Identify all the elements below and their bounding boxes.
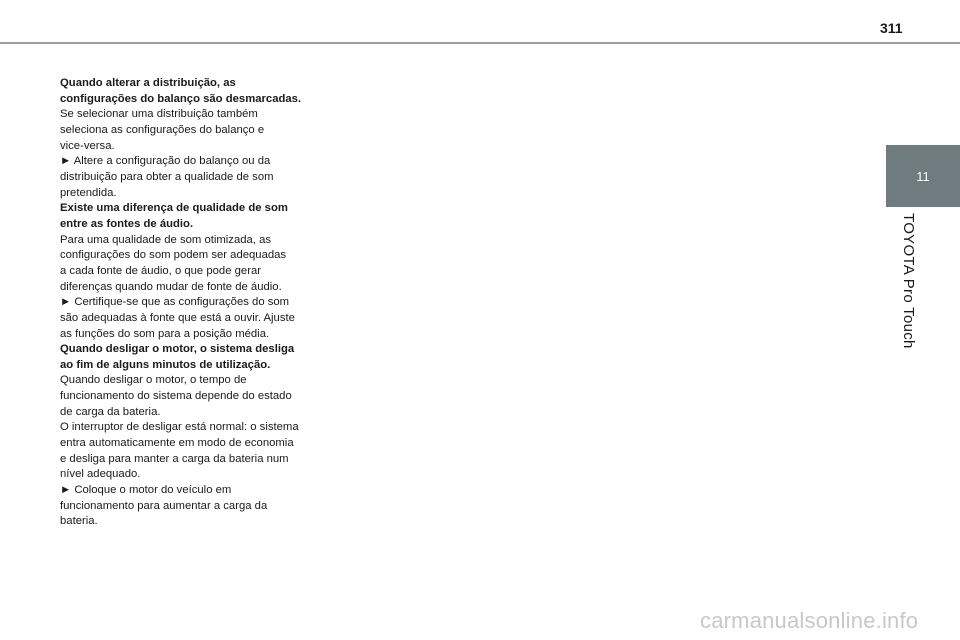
text-line: a cada fonte de áudio, o que pode gerar	[60, 264, 261, 277]
header-divider	[0, 42, 960, 44]
text-line: diferenças quando mudar de fonte de áudio.	[60, 280, 282, 293]
text-line: configurações do balanço são desmarcadas.	[60, 92, 302, 105]
text-line: pretendida.	[60, 186, 117, 199]
watermark: carmanualsonline.info	[700, 608, 919, 633]
text-line: configurações do som podem ser adequadas	[60, 249, 287, 262]
text-line: ► Certifique-se que as configurações do som	[60, 296, 290, 309]
text-line: funcionamento para aumentar a carga da	[60, 499, 268, 512]
chapter-number: 11	[916, 168, 930, 184]
text-line: O interruptor de desligar está normal: o sistema	[60, 421, 299, 434]
text-line: Quando desligar o motor, o tempo de	[60, 374, 247, 387]
text-line: ► Coloque o motor do veículo em	[60, 484, 232, 497]
chapter-tab	[886, 145, 960, 207]
text-line: vice-versa.	[60, 139, 115, 152]
text-line: e desliga para manter a carga da bateria num	[60, 452, 289, 465]
text-line: ► Altere a configuração do balanço ou da	[60, 155, 271, 168]
text-line: distribuição para obter a qualidade de som	[60, 170, 274, 183]
text-line: Existe uma diferença de qualidade de som	[60, 202, 288, 215]
text-line: ao fim de alguns minutos de utilização.	[60, 358, 271, 371]
chapter-title: TOYOTA Pro Touch	[900, 213, 917, 349]
text-line: seleciona as configurações do balanço e	[60, 123, 265, 136]
text-line: são adequadas à fonte que está a ouvir. Ajuste	[60, 311, 295, 324]
text-line: de carga da bateria.	[60, 405, 161, 418]
text-line: entre as fontes de áudio.	[60, 217, 194, 230]
text-line: bateria.	[60, 515, 98, 528]
text-line: as funções do som para a posição média.	[60, 327, 270, 340]
text-line: Para uma qualidade de som otimizada, as	[60, 233, 271, 246]
page-number: 311	[880, 20, 903, 36]
text-line: nível adequado.	[60, 468, 141, 481]
text-line: entra automaticamente em modo de economia	[60, 437, 294, 450]
text-line: Quando alterar a distribuição, as	[60, 77, 236, 89]
body-text	[60, 76, 322, 530]
text-line: funcionamento do sistema depende do estado	[60, 390, 292, 403]
text-line: Quando desligar o motor, o sistema desliga	[60, 343, 295, 356]
text-line: Se selecionar uma distribuição também	[60, 108, 258, 121]
